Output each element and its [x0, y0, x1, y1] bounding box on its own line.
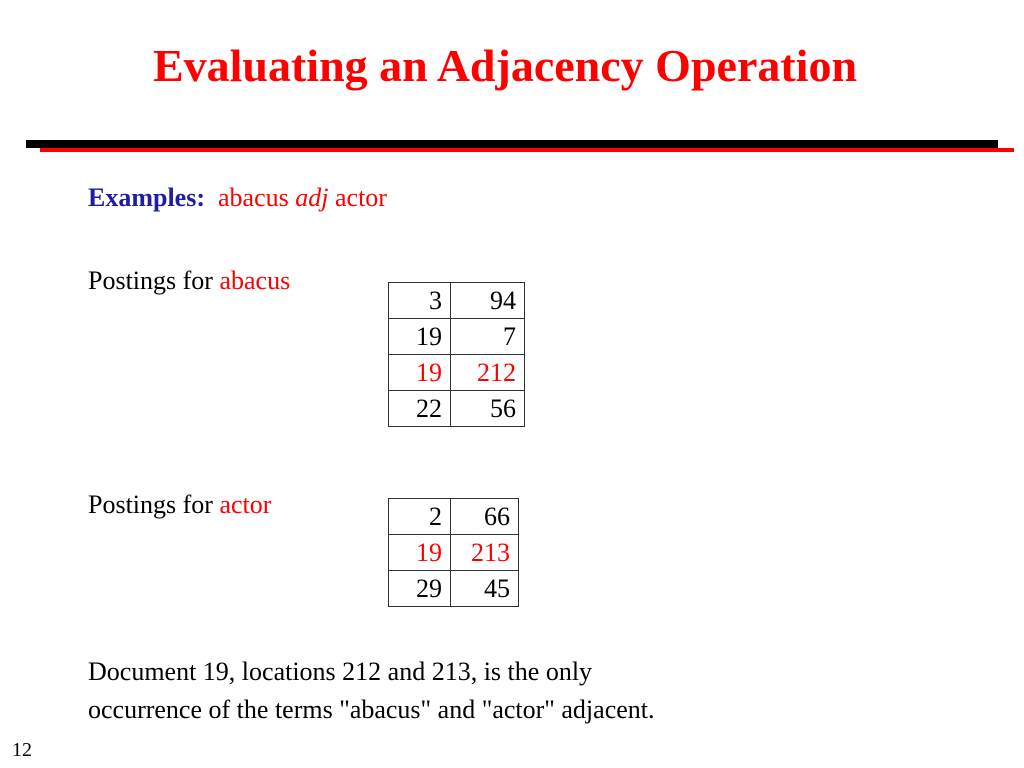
loc-cell: 212	[451, 355, 525, 391]
loc-cell: 213	[451, 535, 519, 571]
examples-term2: actor	[334, 183, 387, 212]
postings-abacus-heading	[88, 265, 290, 297]
postings-actor-table	[388, 498, 519, 607]
loc-cell: 45	[451, 571, 519, 607]
table-row	[389, 391, 525, 427]
table-row-highlighted	[389, 535, 519, 571]
title-divider-black	[26, 140, 998, 148]
page-number: 12	[12, 739, 32, 761]
slide-title: Evaluating an Adjacency Operation	[152, 40, 858, 91]
examples-line	[88, 182, 387, 214]
postings-actor-label: Postings for	[88, 490, 213, 519]
conclusion-text	[88, 653, 655, 729]
loc-cell: 56	[451, 391, 525, 427]
loc-cell: 7	[451, 319, 525, 355]
table-row	[389, 319, 525, 355]
examples-term1: abacus	[218, 183, 289, 212]
doc-cell: 19	[389, 355, 451, 391]
conclusion-line-2: occurrence of the terms "abacus" and "actor" adjacent.	[88, 695, 655, 724]
postings-abacus-label: Postings for	[88, 266, 213, 295]
postings-actor-heading	[88, 489, 271, 521]
doc-cell: 19	[389, 535, 451, 571]
conclusion-line-1: Document 19, locations 212 and 213, is the only	[88, 657, 593, 686]
examples-label: Examples:	[88, 183, 205, 212]
title-divider-red	[40, 148, 1014, 152]
doc-cell: 3	[389, 283, 451, 319]
doc-cell: 29	[389, 571, 451, 607]
doc-cell: 19	[389, 319, 451, 355]
postings-abacus-term: abacus	[219, 266, 291, 295]
postings-abacus-table	[388, 282, 525, 427]
loc-cell: 66	[451, 499, 519, 535]
examples-operator: adj	[295, 183, 329, 212]
postings-actor-term: actor	[219, 490, 272, 519]
loc-cell: 94	[451, 283, 525, 319]
doc-cell: 2	[389, 499, 451, 535]
table-row	[389, 283, 525, 319]
doc-cell: 22	[389, 391, 451, 427]
table-row	[389, 571, 519, 607]
table-row-highlighted	[389, 355, 525, 391]
table-row	[389, 499, 519, 535]
